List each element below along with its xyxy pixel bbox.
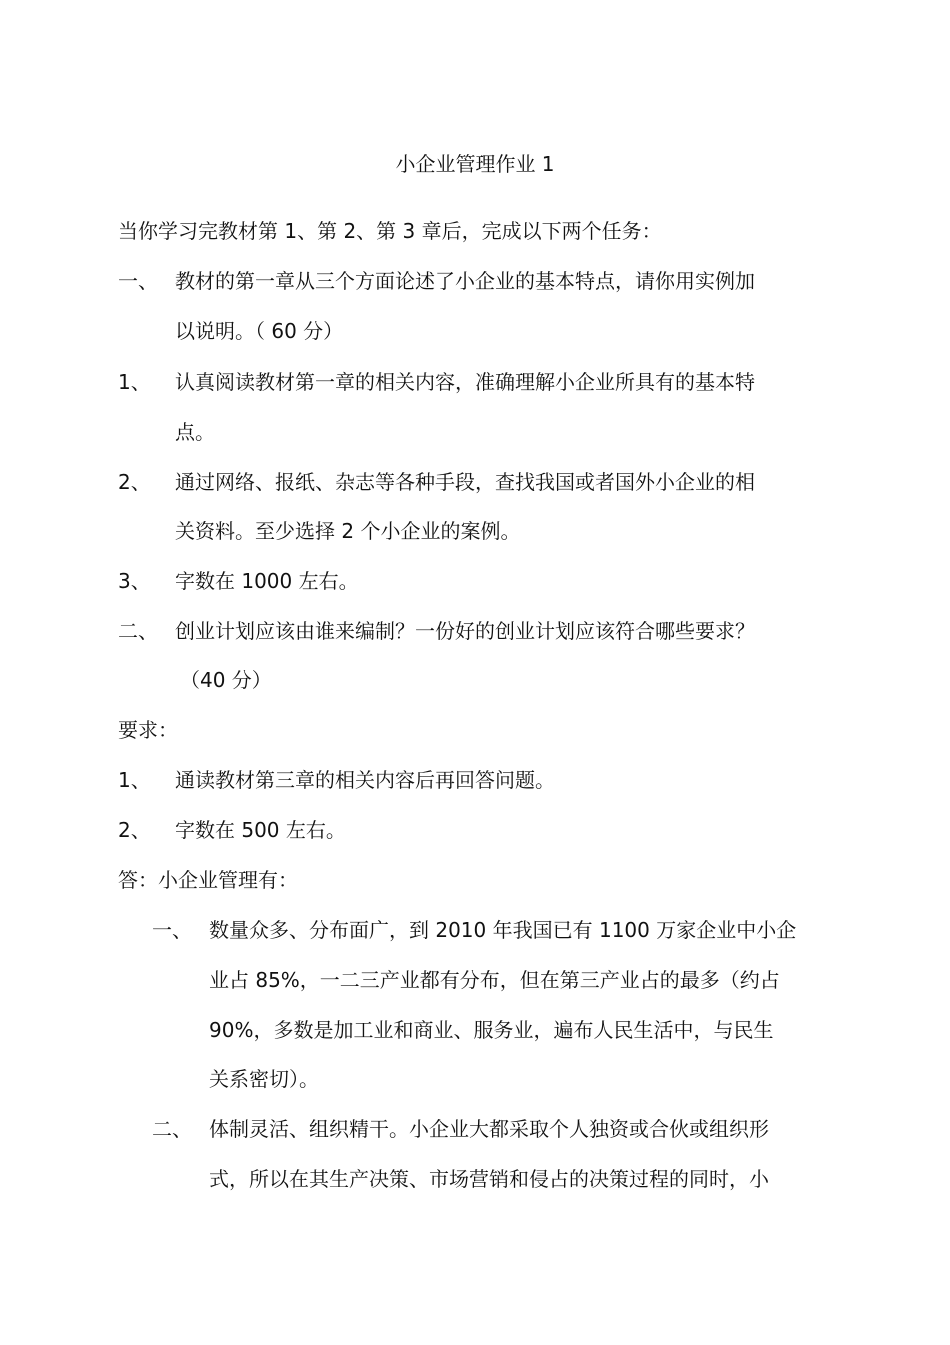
answer-point2-line2: 式，所以在其生产决策、市场营销和侵占的决策过程的同时，小 [209, 1167, 769, 1191]
task1-item3-line1: 字数在 1000 左右。 [175, 569, 359, 593]
task1-line1: 教材的第一章从三个方面论述了小企业的基本特点，请你用实例加 [175, 269, 755, 293]
answer-point2-marker: 二、 [152, 1117, 192, 1141]
task1-marker: 一、 [118, 269, 158, 293]
answer-point1-line3: 90%，多数是加工业和商业、服务业，遍布人民生活中，与民生 [209, 1018, 774, 1042]
answer-point1-marker: 一、 [152, 918, 192, 942]
task2-line1: 创业计划应该由谁来编制？一份好的创业计划应该符合哪些要求？ [175, 619, 755, 643]
requirement2-marker: 2、 [118, 818, 151, 842]
answer-label: 答：小企业管理有： [118, 868, 298, 892]
task2-marker: 二、 [118, 619, 158, 643]
page-title: 小企业管理作业 1 [395, 152, 555, 176]
requirement1-marker: 1、 [118, 768, 151, 792]
answer-point1-line2: 业占 85%，一二三产业都有分布，但在第三产业占的最多（约占 [209, 968, 780, 992]
task2-line2: （40 分） [180, 668, 272, 692]
task1-item2-line2: 关资料。至少选择 2 个小企业的案例。 [175, 519, 521, 543]
answer-point1-line4: 关系密切）。 [209, 1067, 319, 1091]
intro-text: 当你学习完教材第 1、第 2、第 3 章后，完成以下两个任务： [118, 219, 662, 243]
requirement2-text: 字数在 500 左右。 [175, 818, 346, 842]
answer-point2-line1: 体制灵活、组织精干。小企业大都采取个人独资或合伙或组织形 [209, 1117, 769, 1141]
answer-point1-line1: 数量众多、分布面广，到 2010 年我国已有 1100 万家企业中小企 [209, 918, 797, 942]
task1-item1-line1: 认真阅读教材第一章的相关内容，准确理解小企业所具有的基本特 [175, 370, 755, 394]
task1-item2-marker: 2、 [118, 470, 151, 494]
task1-line2: 以说明。（ 60 分） [175, 319, 344, 343]
task1-item3-marker: 3、 [118, 569, 151, 593]
task1-item2-line1: 通过网络、报纸、杂志等各种手段，查找我国或者国外小企业的相 [175, 470, 755, 494]
task1-item1-line2: 点。 [175, 420, 215, 444]
task1-item1-marker: 1、 [118, 370, 151, 394]
requirements-label: 要求： [118, 718, 178, 742]
requirement1-text: 通读教材第三章的相关内容后再回答问题。 [175, 768, 555, 792]
